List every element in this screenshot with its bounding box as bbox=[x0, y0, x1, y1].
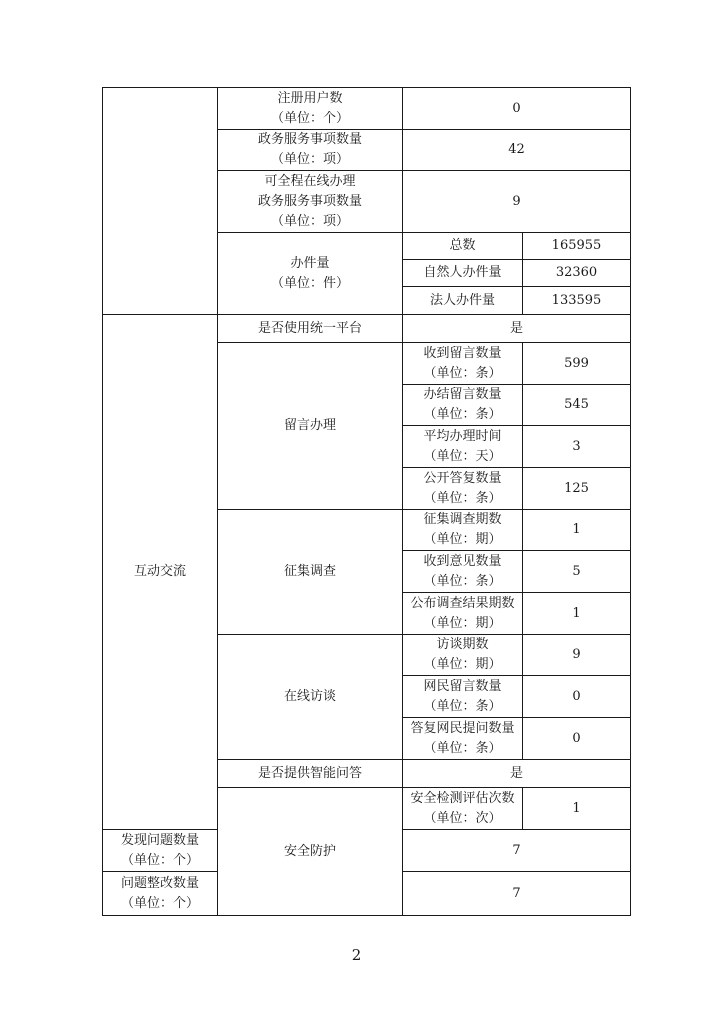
security-checks-value: 1 bbox=[523, 788, 631, 830]
registered-users-label: 注册用户数 （单位：个） bbox=[218, 88, 403, 130]
interview-group: 在线访谈 bbox=[218, 635, 403, 760]
unified-platform-label: 是否使用统一平台 bbox=[218, 315, 403, 343]
issues-found-value: 7 bbox=[403, 830, 631, 872]
opinions-received-label: 收到意见数量 （单位：条） bbox=[403, 551, 523, 593]
issues-found-label: 发现问题数量 （单位：个） bbox=[103, 830, 218, 872]
case-volume-label: 办件量 （单位：件） bbox=[218, 233, 403, 315]
messages-closed-value: 545 bbox=[523, 385, 631, 426]
netizen-messages-label: 网民留言数量 （单位：条） bbox=[403, 676, 523, 718]
opinions-received-value: 5 bbox=[523, 551, 631, 593]
case-natural-value: 32360 bbox=[523, 260, 631, 287]
case-natural-label: 自然人办件量 bbox=[403, 260, 523, 287]
survey-periods-label: 征集调查期数 （单位：期） bbox=[403, 510, 523, 551]
messages-closed-label: 办结留言数量 （单位：条） bbox=[403, 385, 523, 426]
table-row bbox=[103, 88, 631, 130]
statistics-table bbox=[102, 87, 631, 916]
questions-answered-label: 答复网民提问数量 （单位：条） bbox=[403, 718, 523, 760]
smart-qa-label: 是否提供智能问答 bbox=[218, 760, 403, 788]
smart-qa-value: 是 bbox=[403, 760, 631, 788]
survey-periods-value: 1 bbox=[523, 510, 631, 551]
section-cell-empty bbox=[103, 88, 218, 315]
page-number: 2 bbox=[351, 946, 362, 964]
case-legal-value: 133595 bbox=[523, 287, 631, 315]
questions-answered-value: 0 bbox=[523, 718, 631, 760]
service-items-label: 政务服务事项数量 （单位：项） bbox=[218, 130, 403, 171]
issues-fixed-label: 问题整改数量 （单位：个） bbox=[103, 872, 218, 916]
service-items-value: 42 bbox=[403, 130, 631, 171]
online-items-value: 9 bbox=[403, 171, 631, 233]
case-total-label: 总数 bbox=[403, 233, 523, 260]
public-replies-label: 公开答复数量 （单位：条） bbox=[403, 468, 523, 510]
section-security: 安全防护 bbox=[218, 788, 403, 916]
avg-time-value: 3 bbox=[523, 426, 631, 468]
interview-periods-label: 访谈期数 （单位：期） bbox=[403, 635, 523, 676]
unified-platform-value: 是 bbox=[403, 315, 631, 343]
case-legal-label: 法人办件量 bbox=[403, 287, 523, 315]
section-interaction: 互动交流 bbox=[103, 315, 218, 830]
messages-received-value: 599 bbox=[523, 343, 631, 385]
avg-time-label: 平均办理时间 （单位：天） bbox=[403, 426, 523, 468]
message-handling-group: 留言办理 bbox=[218, 343, 403, 510]
results-published-label: 公布调查结果期数 （单位：期） bbox=[403, 593, 523, 635]
survey-group: 征集调查 bbox=[218, 510, 403, 635]
results-published-value: 1 bbox=[523, 593, 631, 635]
case-total-value: 165955 bbox=[523, 233, 631, 260]
public-replies-value: 125 bbox=[523, 468, 631, 510]
table-row bbox=[103, 315, 631, 343]
online-items-label: 可全程在线办理 政务服务事项数量 （单位：项） bbox=[218, 171, 403, 233]
interview-periods-value: 9 bbox=[523, 635, 631, 676]
issues-fixed-value: 7 bbox=[403, 872, 631, 916]
registered-users-value: 0 bbox=[403, 88, 631, 130]
netizen-messages-value: 0 bbox=[523, 676, 631, 718]
security-checks-label: 安全检测评估次数 （单位：次） bbox=[403, 788, 523, 830]
messages-received-label: 收到留言数量 （单位：条） bbox=[403, 343, 523, 385]
